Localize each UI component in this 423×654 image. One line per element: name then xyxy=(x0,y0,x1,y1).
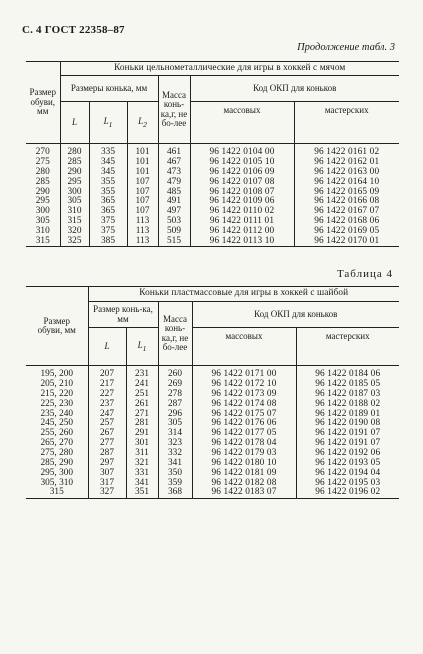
cell-mass-code: 96 1422 0111 01 xyxy=(190,217,294,227)
cell-size: 265, 270 xyxy=(40,438,74,449)
cell-master-code: 96 1422 0196 02 xyxy=(296,488,399,498)
cell-L1: 375 xyxy=(89,227,127,237)
cell-L1: 375 xyxy=(89,217,127,227)
cell-mass-code: 96 1422 0180 10 xyxy=(192,459,296,469)
cell-L2: 113 xyxy=(127,217,158,227)
cell-size: 315 xyxy=(26,237,60,247)
cell-mass: 515 xyxy=(158,237,190,247)
col-header-mass: Масса конь-ка,г, не бо-лее xyxy=(158,302,192,366)
table-row xyxy=(26,459,399,469)
page-header: С. 4 ГОСТ 22358–87 xyxy=(22,24,125,36)
col-header-L: L xyxy=(60,102,89,144)
cell-L2: 107 xyxy=(127,207,158,217)
cell-mass-code: 96 1422 0183 07 xyxy=(192,488,296,498)
cell-L: 277 xyxy=(88,439,126,449)
cell-size: 195, 200 xyxy=(40,369,74,380)
cell-L1: 385 xyxy=(89,237,127,247)
cell-size: 305, 310 xyxy=(40,477,74,488)
cell-L2: 113 xyxy=(127,237,158,247)
cell-mass-code: 96 1422 0107 08 xyxy=(190,178,294,188)
col-header-L2: $L_2$ xyxy=(127,102,158,144)
cell-size: 300 xyxy=(35,206,50,217)
cell-mass: 332 xyxy=(158,449,192,459)
cell-size: 205, 210 xyxy=(40,379,74,390)
cell-L: 285 xyxy=(60,158,89,168)
cell-L1: 321 xyxy=(126,459,158,469)
cell-master-code: 96 1422 0162 01 xyxy=(294,158,399,168)
col-header-size: Размер обуви, мм xyxy=(26,62,60,144)
cell-size: 225, 230 xyxy=(40,398,74,409)
cell-L: 325 xyxy=(60,237,89,247)
okp-header: Код ОКП для коньков xyxy=(192,302,399,328)
cell-master-code: 96 1422 0168 06 xyxy=(294,217,399,227)
cell-mass: 314 xyxy=(158,429,192,439)
cell-L1: 281 xyxy=(126,419,158,429)
group-title: Коньки пластмассовые для игры в хоккей с шайбой xyxy=(88,287,399,302)
cell-L2: 101 xyxy=(127,168,158,178)
cell-L: 267 xyxy=(88,429,126,439)
cell-mass: 503 xyxy=(158,217,190,227)
table-3 xyxy=(26,61,399,247)
cell-mass-code: 96 1422 0178 04 xyxy=(192,439,296,449)
cell-size: 315 xyxy=(26,488,88,498)
cell-L: 315 xyxy=(60,217,89,227)
cell-master-code: 96 1422 0169 05 xyxy=(294,227,399,237)
cell-mass: 296 xyxy=(158,409,192,419)
col-header-size: Размер обуви, мм xyxy=(26,287,88,366)
col-header-master-code: мастерских xyxy=(294,102,399,144)
cell-master-code: 96 1422 0165 09 xyxy=(294,187,399,197)
cell-mass: 323 xyxy=(158,439,192,449)
cell-L: 300 xyxy=(60,187,89,197)
cell-mass-code: 96 1422 0108 07 xyxy=(190,187,294,197)
cell-size: 280 xyxy=(35,166,50,177)
col-header-mass-code: массовых xyxy=(190,102,294,144)
cell-L2: 107 xyxy=(127,197,158,207)
cell-L1: 311 xyxy=(126,449,158,459)
cell-L1: 341 xyxy=(126,478,158,488)
cell-mass: 359 xyxy=(158,478,192,488)
cell-mass: 467 xyxy=(158,158,190,168)
cell-mass: 350 xyxy=(158,468,192,478)
cell-size: 270 xyxy=(35,147,50,158)
cell-L1: 355 xyxy=(89,187,127,197)
cell-mass: 461 xyxy=(158,148,190,158)
cell-L: 247 xyxy=(88,409,126,419)
cell-master-code: 96 1422 0194 04 xyxy=(296,468,399,478)
cell-mass: 497 xyxy=(158,207,190,217)
table-row xyxy=(26,488,399,498)
cell-mass-code: 96 1422 0113 10 xyxy=(190,237,294,247)
cell-mass: 269 xyxy=(158,380,192,390)
cell-master-code: 96 1422 0163 00 xyxy=(294,168,399,178)
cell-mass: 341 xyxy=(158,459,192,469)
cell-master-code: 96 1422 0167 07 xyxy=(294,207,399,217)
cell-master-code: 96 1422 0161 02 xyxy=(294,148,399,158)
cell-size: 215, 220 xyxy=(40,388,74,399)
col-header-L1: $L_1$ xyxy=(89,102,127,144)
cell-mass: 260 xyxy=(158,370,192,380)
cell-master-code: 96 1422 0191 07 xyxy=(296,439,399,449)
col-header-L: L xyxy=(88,328,126,366)
dims-header: Размер конь-ка, мм xyxy=(88,302,158,328)
cell-master-code: 96 1422 0170 01 xyxy=(294,237,399,247)
cell-mass-code: 96 1422 0171 00 xyxy=(192,370,296,380)
cell-mass-code: 96 1422 0110 02 xyxy=(190,207,294,217)
cell-L: 287 xyxy=(88,449,126,459)
cell-master-code: 96 1422 0195 03 xyxy=(296,478,399,488)
cell-size: 290 xyxy=(35,186,50,197)
cell-L2: 113 xyxy=(127,227,158,237)
okp-header: Код ОКП для коньков xyxy=(190,76,399,102)
col-header-mass: Масса конь-ка,г, не бо-лее xyxy=(158,76,190,144)
cell-mass-code: 96 1422 0106 09 xyxy=(190,168,294,178)
cell-L1: 351 xyxy=(126,488,158,498)
cell-size: 295 xyxy=(35,196,50,207)
cell-mass-code: 96 1422 0109 06 xyxy=(190,197,294,207)
cell-L1: 331 xyxy=(126,468,158,478)
cell-mass-code: 96 1422 0175 07 xyxy=(192,409,296,419)
cell-L: 237 xyxy=(88,400,126,410)
table-row xyxy=(26,400,399,410)
group-title: Коньки цельнометаллические для игры в хоккей с мячом xyxy=(60,62,399,76)
col-header-mass-code: массовых xyxy=(192,328,296,366)
cell-master-code: 96 1422 0184 06 xyxy=(296,370,399,380)
cell-mass-code: 96 1422 0104 00 xyxy=(190,148,294,158)
table-4 xyxy=(26,286,399,499)
cell-size: 275, 280 xyxy=(40,448,74,459)
cell-size: 285, 290 xyxy=(40,457,74,468)
cell-L: 257 xyxy=(88,419,126,429)
cell-mass: 509 xyxy=(158,227,190,237)
cell-mass: 491 xyxy=(158,197,190,207)
cell-size: 255, 260 xyxy=(40,428,74,439)
cell-L: 217 xyxy=(88,380,126,390)
cell-mass-code: 96 1422 0182 08 xyxy=(192,478,296,488)
cell-mass: 479 xyxy=(158,178,190,188)
cell-master-code: 96 1422 0188 02 xyxy=(296,400,399,410)
cell-L1: 345 xyxy=(89,168,127,178)
cell-mass-code: 96 1422 0174 08 xyxy=(192,400,296,410)
cell-L1: 231 xyxy=(126,370,158,380)
cell-L: 317 xyxy=(88,478,126,488)
cell-master-code: 96 1422 0164 10 xyxy=(294,178,399,188)
cell-size: 275 xyxy=(35,157,50,168)
cell-mass: 368 xyxy=(158,488,192,498)
cell-L1: 365 xyxy=(89,197,127,207)
cell-L: 280 xyxy=(60,148,89,158)
cell-mass: 278 xyxy=(158,390,192,400)
cell-mass: 305 xyxy=(158,419,192,429)
cell-L1: 301 xyxy=(126,439,158,449)
cell-mass: 485 xyxy=(158,187,190,197)
cell-master-code: 96 1422 0190 08 xyxy=(296,419,399,429)
cell-L1: 345 xyxy=(89,158,127,168)
cell-L: 297 xyxy=(88,459,126,469)
cell-mass: 287 xyxy=(158,400,192,410)
cell-master-code: 96 1422 0166 08 xyxy=(294,197,399,207)
cell-L1: 355 xyxy=(89,178,127,188)
cell-size: 235, 240 xyxy=(40,408,74,419)
dims-header: Размеры конька, мм xyxy=(60,76,158,102)
cell-mass-code: 96 1422 0179 03 xyxy=(192,449,296,459)
cell-L1: 365 xyxy=(89,207,127,217)
table-row xyxy=(26,468,399,478)
cell-L2: 107 xyxy=(127,187,158,197)
table-row xyxy=(26,237,399,247)
cell-mass-code: 96 1422 0112 00 xyxy=(190,227,294,237)
cell-size: 245, 250 xyxy=(40,418,74,429)
cell-L: 227 xyxy=(88,390,126,400)
cell-L2: 107 xyxy=(127,178,158,188)
col-header-L1: $L_1$ xyxy=(126,328,158,366)
cell-master-code: 96 1422 0192 06 xyxy=(296,449,399,459)
cell-mass-code: 96 1422 0172 10 xyxy=(192,380,296,390)
cell-L: 207 xyxy=(88,370,126,380)
cell-master-code: 96 1422 0189 01 xyxy=(296,409,399,419)
cell-L1: 271 xyxy=(126,409,158,419)
cell-master-code: 96 1422 0187 03 xyxy=(296,390,399,400)
cell-size: 310 xyxy=(35,226,50,237)
cell-L1: 241 xyxy=(126,380,158,390)
cell-L1: 261 xyxy=(126,400,158,410)
cell-size: 285 xyxy=(35,176,50,187)
cell-master-code: 96 1422 0191 07 xyxy=(296,429,399,439)
cell-master-code: 96 1422 0193 05 xyxy=(296,459,399,469)
table-4-title: Таблица 4 xyxy=(336,268,393,280)
cell-L1: 291 xyxy=(126,429,158,439)
cell-size: 295, 300 xyxy=(40,467,74,478)
cell-L1: 251 xyxy=(126,390,158,400)
cell-size: 305 xyxy=(35,216,50,227)
table-3-body xyxy=(26,148,399,247)
table-row xyxy=(26,178,399,188)
cell-L: 295 xyxy=(60,178,89,188)
cell-L: 310 xyxy=(60,207,89,217)
cell-master-code: 96 1422 0185 05 xyxy=(296,380,399,390)
cell-mass-code: 96 1422 0105 10 xyxy=(190,158,294,168)
cell-mass-code: 96 1422 0173 09 xyxy=(192,390,296,400)
cell-mass-code: 96 1422 0176 06 xyxy=(192,419,296,429)
cell-mass-code: 96 1422 0177 05 xyxy=(192,429,296,439)
cell-L2: 101 xyxy=(127,158,158,168)
cell-mass: 473 xyxy=(158,168,190,178)
cell-L: 327 xyxy=(88,488,126,498)
col-header-master-code: мастерских xyxy=(296,328,399,366)
continuation-label: Продолжение табл. 3 xyxy=(297,42,395,53)
cell-L: 307 xyxy=(88,468,126,478)
cell-L: 290 xyxy=(60,168,89,178)
cell-L1: 335 xyxy=(89,148,127,158)
table-4-body xyxy=(26,370,399,498)
cell-L2: 101 xyxy=(127,148,158,158)
cell-mass-code: 96 1422 0181 09 xyxy=(192,468,296,478)
cell-L: 305 xyxy=(60,197,89,207)
cell-L: 320 xyxy=(60,227,89,237)
